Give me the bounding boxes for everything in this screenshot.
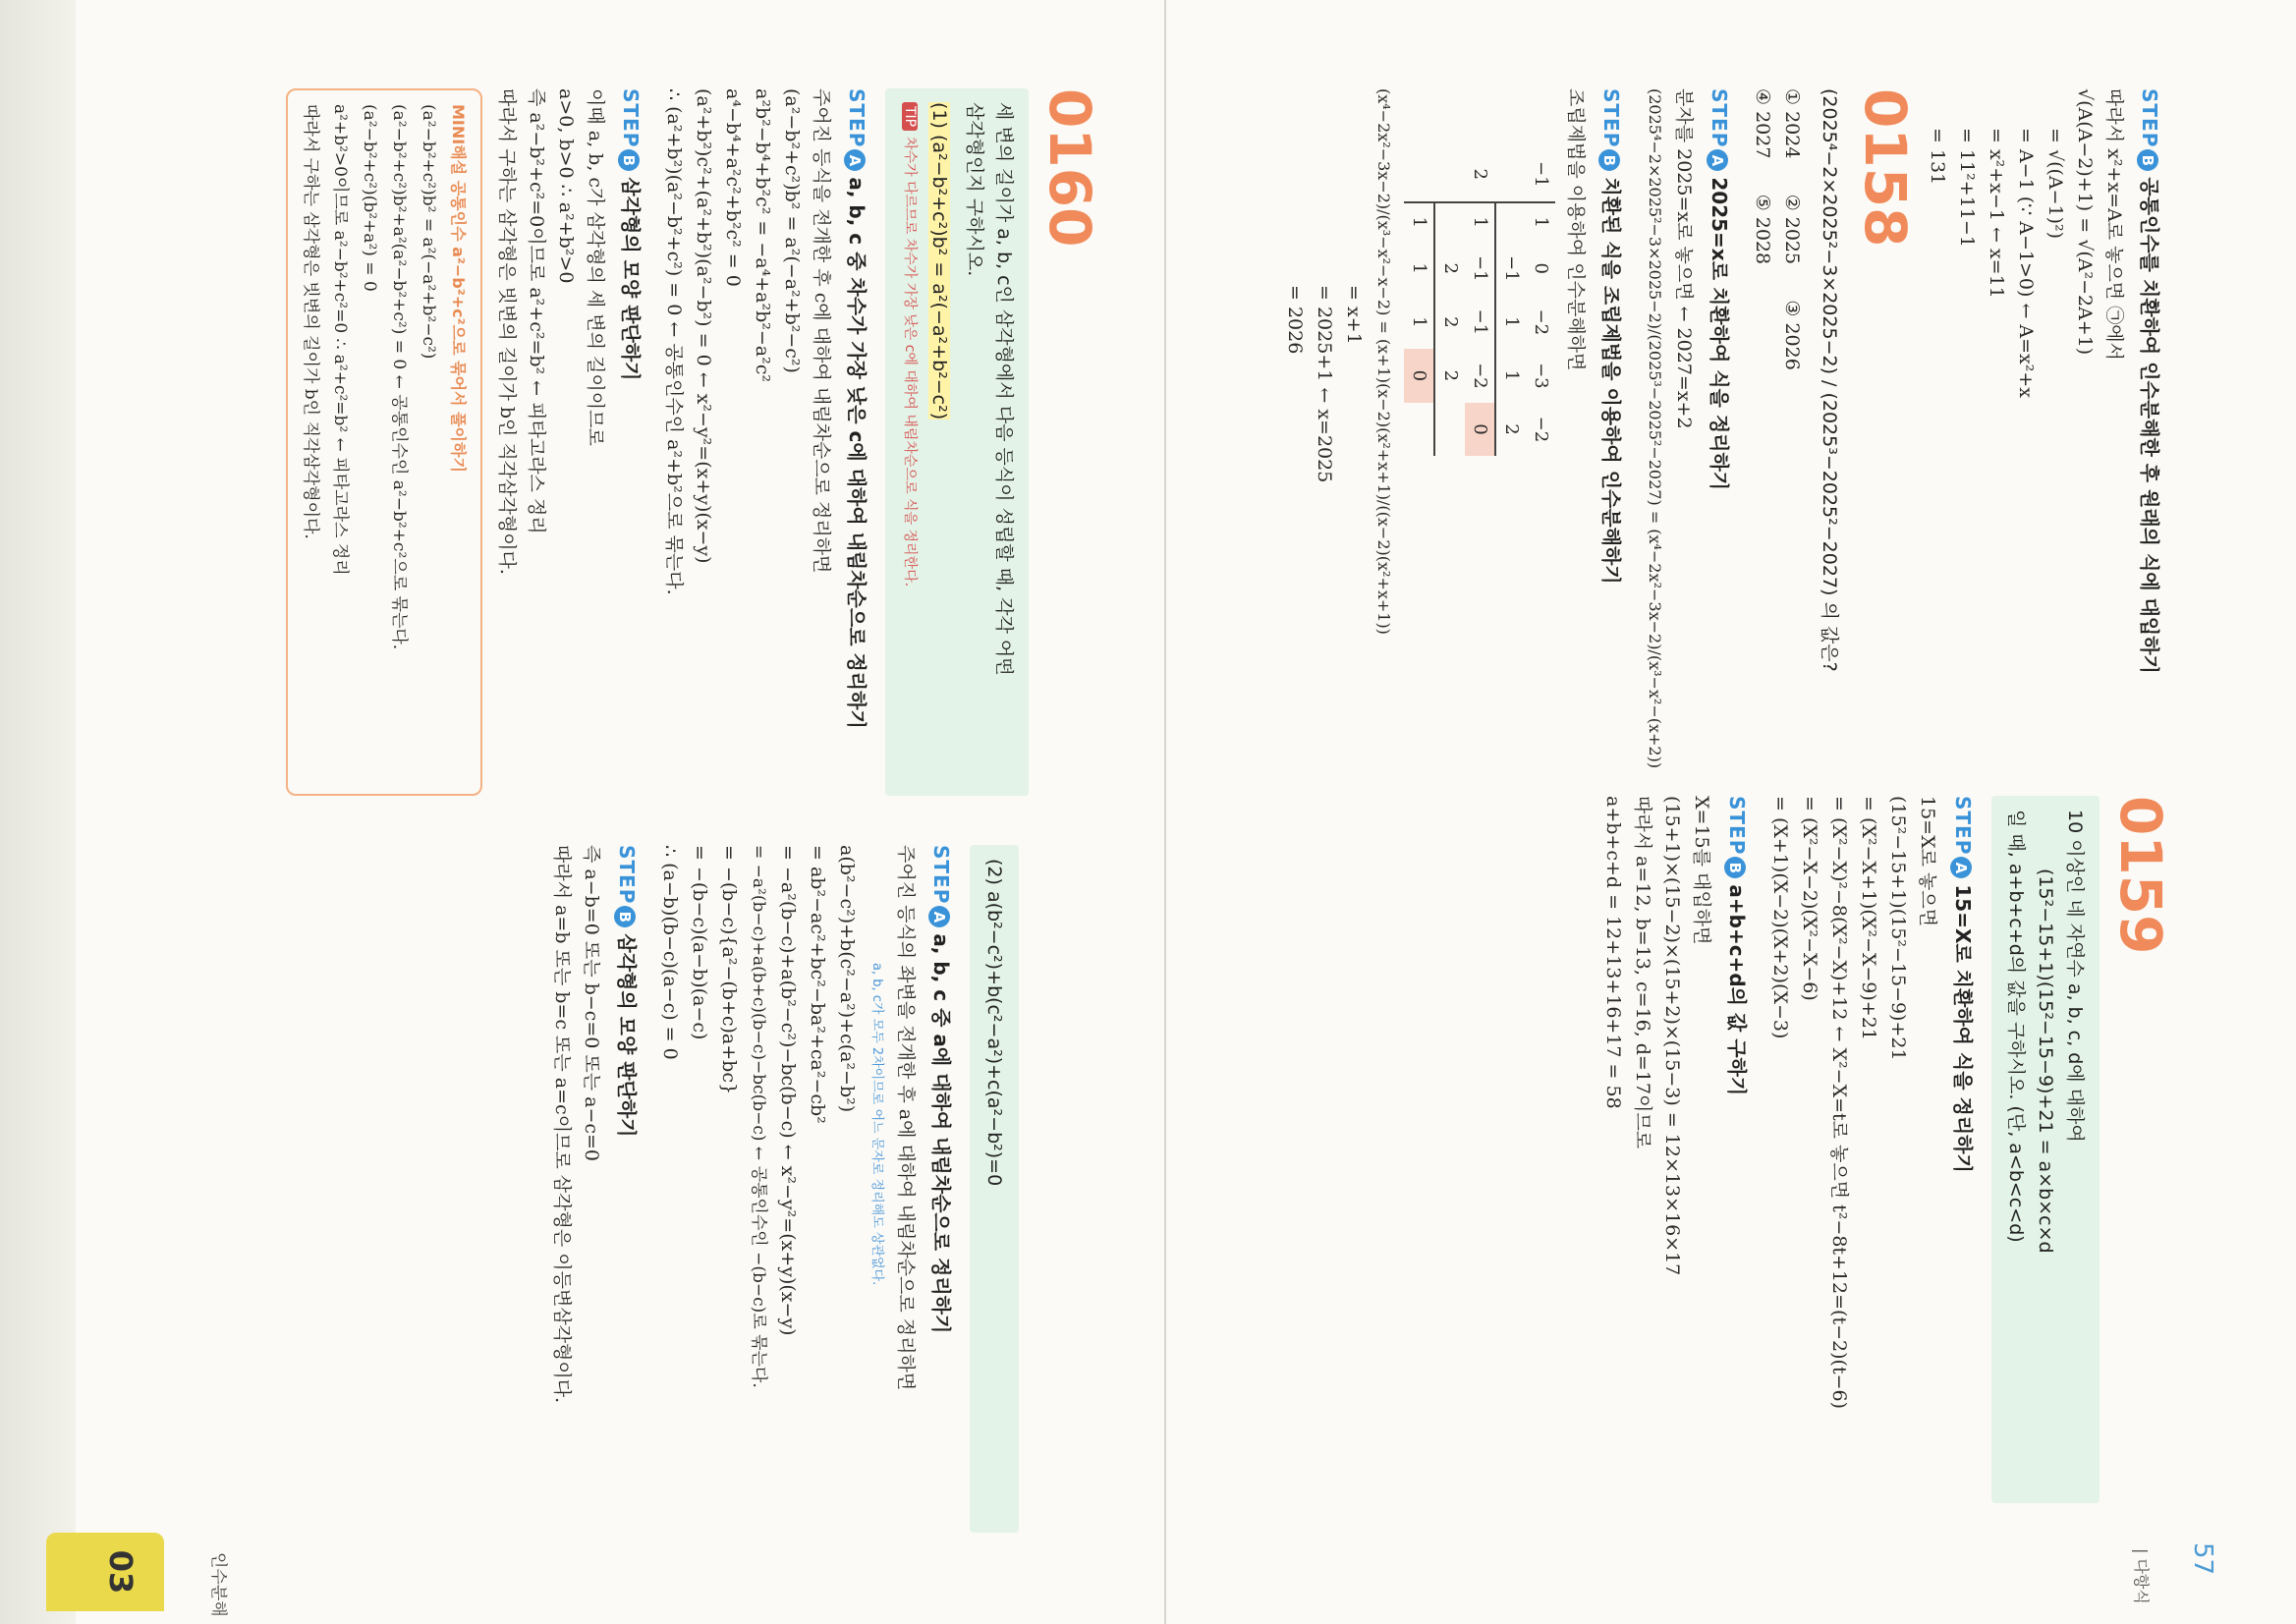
syn-cell: 2 [1440, 369, 1461, 382]
text-line: 따라서 구하는 삼각형은 빗변의 길이가 b인 직각삼각형이다. [301, 104, 320, 539]
step-heading: STEPAa, b, c 중 a에 대하여 내림차순으로 정리하기 [929, 845, 953, 1334]
syn-cell: −1 [1531, 161, 1551, 188]
syn-cell: 1 [1526, 202, 1555, 242]
problem-number-0159: 0159 [2107, 796, 2174, 955]
syn-cell: −2 [1465, 349, 1495, 403]
syn-cell: 2 [1470, 168, 1491, 180]
text-line: (a²−b²+c²)b²+a²(a²−b²+c²) = 0 ← 공통인수인 a²−b²+c²으로 묶는다. [389, 104, 409, 650]
text-line: a²b²−b⁴+b²c² = −a⁴+a²b²−a²c² [752, 88, 773, 383]
page-fold [1164, 0, 1166, 1624]
text-line: (15+1)×(15−2)×(15+2)×(15−3) = 12×13×16×17 [1661, 796, 1683, 1276]
text-line: 15=X로 놓으면 [1917, 796, 1938, 927]
text-line: 따라서 x²+x=A로 놓으면 ㉠에서 [2103, 88, 2125, 361]
step-heading: STEPA2025=x로 치환하여 식을 정리하기 [1708, 88, 1731, 491]
tip-note: TIP차수가 다르므로 차수가 가장 낮은 c에 대하여 내림차순으로 식을 정리한다. [895, 102, 924, 782]
syn-cell [1404, 403, 1434, 457]
choice-1: ① 2024 [1781, 88, 1803, 159]
problem-number-0158: 0158 [1852, 88, 1919, 248]
choices-row [1748, 88, 1777, 727]
syn-cell: −1 [1501, 255, 1522, 282]
choice-5: ⑤ 2028 [1752, 194, 1773, 265]
syn-cell: −2 [1531, 416, 1551, 443]
syn-cell: 0 [1465, 403, 1495, 457]
text-line: 주어진 등식을 전개한 후 c에 대하여 내림차순으로 정리하면 [811, 88, 832, 574]
step-heading: STEPBa+b+c+d의 값 구하기 [1725, 796, 1749, 1096]
text-line: 분자를 2025=x로 놓으면 ← 2027=x+2 [1673, 88, 1695, 429]
text-line: = A−1 (∵ A−1>0) ← A=x²+x [2015, 128, 2037, 399]
text-line: (a²−b²+c²)b² = a²(−a²+b²−c²) [781, 88, 803, 373]
syn-cell [1434, 202, 1465, 242]
step-heading: STEPB삼각형의 모양 판단하기 [615, 845, 639, 1138]
mini-title: MINI해설 공통인수 a²−b²+c²으로 묶어서 풀이하기 [449, 104, 468, 473]
side-note: a, b, c가 모두 2차이므로 어느 문자로 정리해도 상관없다. [869, 963, 884, 1286]
syn-cell: 1 [1501, 316, 1522, 328]
text-line: 주어진 등식의 좌변을 전개한 후 a에 대하여 내림차순으로 정리하면 [895, 845, 917, 1391]
text-line: a>0, b>0 ∴ a²+b²>0 [555, 88, 577, 284]
text-line: (2025⁴−2×2025²−3×2025−2)/(2025³−2025²−2027) = (x⁴−2x²−3x−2)/(x³−x²−(x+2)) [1646, 88, 1664, 769]
problem-0160-question [885, 88, 1029, 796]
text-line: = 11²+11−1 [1956, 128, 1978, 248]
text-line: √(A(A−2)+1) = √(A²−2A+1) [2074, 88, 2096, 356]
text-line: X=15를 대입하면 [1691, 796, 1712, 945]
left-column-2 [1598, 796, 2178, 1503]
syn-cell: −1 [1465, 242, 1495, 296]
text-line: 따라서 a=12, b=13, c=16, d=17이므로 [1632, 796, 1653, 1149]
syn-cell [1495, 202, 1526, 242]
page-edge [0, 0, 76, 1624]
text-line: (15²−15+1)(15²−15−9)+21 [1887, 796, 1909, 1061]
syn-cell: 1 [1501, 369, 1522, 382]
page-section: | 다항식 [2132, 1548, 2151, 1604]
text-line: 일 때, a+b+c+d의 값을 구하시오. (단, a<b<c<d) [2005, 810, 2027, 1243]
text-line: = (X+1)(X−2)(X+2)(X−3) [1769, 796, 1791, 1039]
text-line: (x⁴−2x²−3x−2)/(x³−x²−x−2) = (x+1)(x−2)(x²+x+1)/((x−2)(x²+x+1)) [1374, 88, 1393, 635]
right-column-2 [547, 845, 1019, 1533]
text-line: 조립제법을 이용하여 인수분해하면 [1565, 88, 1587, 371]
chapter-name: 인수분해 [208, 1552, 228, 1617]
problem-0158-question: (2025⁴−2×2025²−3×2025−2) / (2025³−2025²−2027) 의 값은? [1819, 88, 1840, 672]
text-line: (a²+b²)c²+(a²+b²)(a²−b²) = 0 ← x²−y²=(x+y)(x−y) [693, 88, 714, 564]
syn-cell: 0 [1404, 349, 1434, 403]
syn-cell [1434, 147, 1465, 202]
syn-cell [1434, 403, 1465, 457]
text-line: = 2025+1 ← x=2025 [1314, 285, 1335, 483]
text-line: a(b²−c²)+b(c²−a²)+c(a²−b²) [836, 845, 858, 1113]
problem-0159-question [1991, 796, 2100, 1503]
text-line: = (X²−X+1)(X²−X−9)+21 [1858, 796, 1879, 1040]
chapter-number: 03 [102, 1549, 140, 1595]
syn-cell: −1 [1465, 296, 1495, 350]
text-line: = ab²−ac²+bc²−ba²+ca²−cb² [807, 845, 828, 1124]
choices-row [1777, 88, 1807, 727]
text-line: (a²−b²+c²)b² = a²(−a²+b²−c²) [419, 104, 438, 360]
text-line: = −a²(b−c)+a(b²−c²)−bc(b−c) ← x²−y²=(x+y)(x−y) [777, 845, 799, 1336]
syn-cell: 2 [1440, 316, 1461, 328]
text-line: 10 이상인 네 자연수 a, b, c, d에 대하여 [2064, 810, 2086, 1143]
step-heading: STEPAa, b, c 중 차수가 가장 낮은 c에 대하여 내림차순으로 정리하기 [845, 88, 868, 729]
syn-cell: 1 [1404, 202, 1434, 242]
mini-explanation-box [286, 88, 482, 796]
text-line: a⁴−b⁴+a²c²+b²c² = 0 [722, 88, 744, 287]
text-line: 세 변의 길이가 a, b, c인 삼각형에서 다음 등식이 성립할 때, 각각 어떤 [993, 102, 1015, 676]
text-line: 삼각형인지 구하시오. [964, 102, 985, 277]
text-line: 따라서 a=b 또는 b=c 또는 a=c이므로 삼각형은 이등변삼각형이다. [551, 845, 573, 1404]
syn-cell: 1 [1404, 296, 1434, 350]
synthetic-division-table [1404, 147, 1555, 456]
syn-cell [1404, 147, 1434, 202]
text-line: ∴ (a−b)(b−c)(a−c) = 0 [659, 845, 681, 1060]
text-line: 즉 a−b=0 또는 b−c=0 또는 a−c=0 [581, 845, 602, 1162]
syn-cell: −3 [1531, 363, 1551, 389]
choice-2: ② 2025 [1781, 194, 1803, 265]
text-line: = x²+x−1 ← x=11 [1986, 128, 2007, 299]
text-line: = −a²(b−c)+a(b+c)(b−c)−bc(b−c) ← 공통인수인 −(b−c)로 묶는다. [749, 845, 768, 1388]
problem-0160-part2: (2) a(b²−c²)+b(c²−a²)+c(a²−b²)=0 [970, 845, 1019, 1533]
text-line: = (X²−X)²−8(X²−X)+12 ← X²−X=t로 놓으면 t²−8t+12=(t−2)(t−6) [1828, 796, 1850, 1409]
page-number: 57 [2188, 1542, 2217, 1576]
right-column-1 [276, 88, 1107, 796]
syn-cell: 0 [1531, 262, 1551, 274]
text-line: 따라서 구하는 삼각형은 빗변의 길이가 b인 직각삼각형이다. [496, 88, 518, 575]
text-line: (1) (a²−b²+c²)b² = a²(−a²+b²−c²) [928, 102, 950, 420]
step-heading: STEPB공통인수를 치환하여 인수분해한 후 원래의 식에 대입하기 [2138, 88, 2161, 674]
text-line: a²+b²>0이므로 a²−b²+c²=0 ∴ a²+c²=b² ← 피타고라스 정리 [330, 104, 350, 576]
text-line: (a²−b²+c²)(b²+a²) = 0 [360, 104, 379, 292]
syn-cell: 1 [1465, 202, 1495, 242]
text-line: = 131 [1927, 128, 1948, 186]
syn-cell: −2 [1531, 308, 1551, 336]
text-line: ∴ (a²+b²)(a²−b²+c²) = 0 ← 공통인수인 a²+b²으로 묶는다. [663, 88, 685, 595]
text-line: = √((A−1)²) [2044, 128, 2066, 240]
text-line: 즉 a²−b²+c²=0이므로 a²+c²=b² ← 피타고라스 정리 [526, 88, 547, 534]
text-line: = −(b−c){a²−(b+c)a+bc} [718, 845, 740, 1095]
text-line: a+b+c+d = 12+13+16+17 = 58 [1602, 796, 1624, 1109]
text-line: = 2026 [1284, 285, 1306, 355]
choice-3: ③ 2026 [1781, 300, 1803, 370]
left-column-1 [1280, 88, 2178, 769]
step-heading: STEPB삼각형의 모양 판단하기 [619, 88, 643, 381]
text-line: = x+1 [1343, 285, 1365, 345]
problem-number-0160: 0160 [1036, 88, 1103, 248]
text-line: = (X²−X−2)(X²−X−6) [1799, 796, 1820, 1001]
text-line: (15²−15+1)(15²−15−9)+21 = a×b×c×d [2035, 868, 2056, 1254]
step-heading: STEPB치환된 식을 조립제법을 이용하여 인수분해하기 [1599, 88, 1623, 585]
text-line: = −(b−c)(a−b)(a−c) [689, 845, 710, 1040]
syn-cell: 2 [1501, 423, 1522, 435]
syn-cell: 2 [1440, 262, 1461, 274]
step-heading: STEPA15=X로 치환하여 식을 정리하기 [1951, 796, 1975, 1173]
syn-cell [1495, 147, 1526, 202]
text-line: 이때 a, b, c가 삼각형의 세 변의 길이이므로 [585, 88, 606, 446]
choice-4: ④ 2027 [1752, 88, 1773, 159]
syn-cell: 1 [1404, 242, 1434, 296]
